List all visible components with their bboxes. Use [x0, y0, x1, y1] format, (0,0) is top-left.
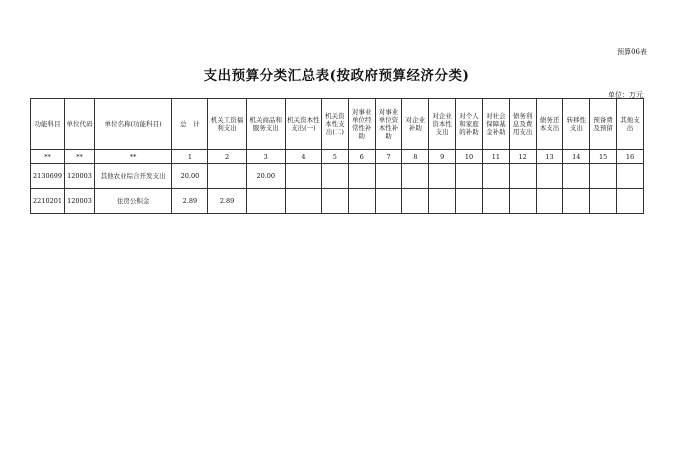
header-cell: 对个人和家庭的补助: [456, 99, 483, 150]
total-cell: 20.00: [172, 164, 208, 189]
table-row: [31, 189, 644, 214]
empty-cell: [456, 164, 483, 189]
index-cell: 1: [172, 150, 208, 164]
empty-cell: [617, 164, 644, 189]
index-cell: 9: [429, 150, 456, 164]
index-cell: 5: [321, 150, 348, 164]
function-code-cell: 2130699: [31, 164, 65, 189]
index-cell: 14: [563, 150, 590, 164]
empty-cell: [482, 164, 509, 189]
empty-cell: [348, 164, 375, 189]
empty-cell: [590, 189, 617, 214]
index-cell: 7: [375, 150, 402, 164]
index-cell: **: [94, 150, 171, 164]
index-cell: **: [65, 150, 95, 164]
empty-cell: [375, 189, 402, 214]
empty-cell: [285, 164, 321, 189]
header-cell: 债务还本支出: [536, 99, 563, 150]
index-cell: 8: [402, 150, 429, 164]
empty-cell: [563, 189, 590, 214]
unit-name-cell: 住房公积金: [94, 189, 171, 214]
empty-cell: [536, 164, 563, 189]
header-cell: 机关商品和服务支出: [246, 99, 285, 150]
header-cell: 单位名称(功能科目): [94, 99, 171, 150]
empty-cell: [509, 164, 536, 189]
empty-cell: [563, 164, 590, 189]
index-cell: 15: [590, 150, 617, 164]
header-cell: 机关工资福利支出: [208, 99, 246, 150]
form-code: 预算06表: [617, 48, 647, 56]
header-cell: 其他支出: [617, 99, 644, 150]
index-cell: 12: [509, 150, 536, 164]
empty-cell: [590, 164, 617, 189]
empty-cell: [321, 164, 348, 189]
index-cell: 13: [536, 150, 563, 164]
empty-cell: [536, 189, 563, 214]
header-cell: 机关资本性支出(一): [285, 99, 321, 150]
index-cell: 3: [246, 150, 285, 164]
empty-cell: [375, 164, 402, 189]
salary-welfare-cell: [208, 164, 246, 189]
index-cell: 6: [348, 150, 375, 164]
empty-cell: [285, 189, 321, 214]
header-cell: 对事业单位资本性补助: [375, 99, 402, 150]
goods-services-cell: [246, 189, 285, 214]
index-cell: 11: [482, 150, 509, 164]
header-cell: 总 计: [172, 99, 208, 150]
empty-cell: [429, 164, 456, 189]
header-cell: 对企业资本性支出: [429, 99, 456, 150]
goods-services-cell: 20.00: [246, 164, 285, 189]
unit-code-cell: 120003: [65, 189, 95, 214]
empty-cell: [348, 189, 375, 214]
header-cell: 转移性支出: [563, 99, 590, 150]
header-cell: 对事业单位经常性补助: [348, 99, 375, 150]
page-title: 支出预算分类汇总表(按政府预算经济分类): [203, 68, 470, 84]
unit-code-cell: 120003: [65, 164, 95, 189]
expenditure-table: [30, 98, 644, 214]
header-cell: 债务利息及费用支出: [509, 99, 536, 150]
header-cell: 对企业补助: [402, 99, 429, 150]
empty-cell: [402, 189, 429, 214]
empty-cell: [402, 164, 429, 189]
empty-cell: [509, 189, 536, 214]
index-cell: **: [31, 150, 65, 164]
function-code-cell: 2210201: [31, 189, 65, 214]
header-row: [31, 99, 644, 150]
header-cell: 功能科目: [31, 99, 65, 150]
empty-cell: [429, 189, 456, 214]
salary-welfare-cell: 2.89: [208, 189, 246, 214]
header-cell: 对社会保障基金补助: [482, 99, 509, 150]
total-cell: 2.89: [172, 189, 208, 214]
empty-cell: [482, 189, 509, 214]
index-cell: 2: [208, 150, 246, 164]
header-cell: 机关资本性支出(二): [321, 99, 348, 150]
unit-name-cell: 其他农业综合开发支出: [94, 164, 171, 189]
index-row: [31, 150, 644, 164]
table-row: [31, 164, 644, 189]
header-cell: 预备费及预留: [590, 99, 617, 150]
unit-label: 单位：万元: [608, 91, 643, 99]
empty-cell: [456, 189, 483, 214]
index-cell: 16: [617, 150, 644, 164]
index-cell: 4: [285, 150, 321, 164]
empty-cell: [321, 189, 348, 214]
header-cell: 单位代码: [65, 99, 95, 150]
empty-cell: [617, 189, 644, 214]
index-cell: 10: [456, 150, 483, 164]
